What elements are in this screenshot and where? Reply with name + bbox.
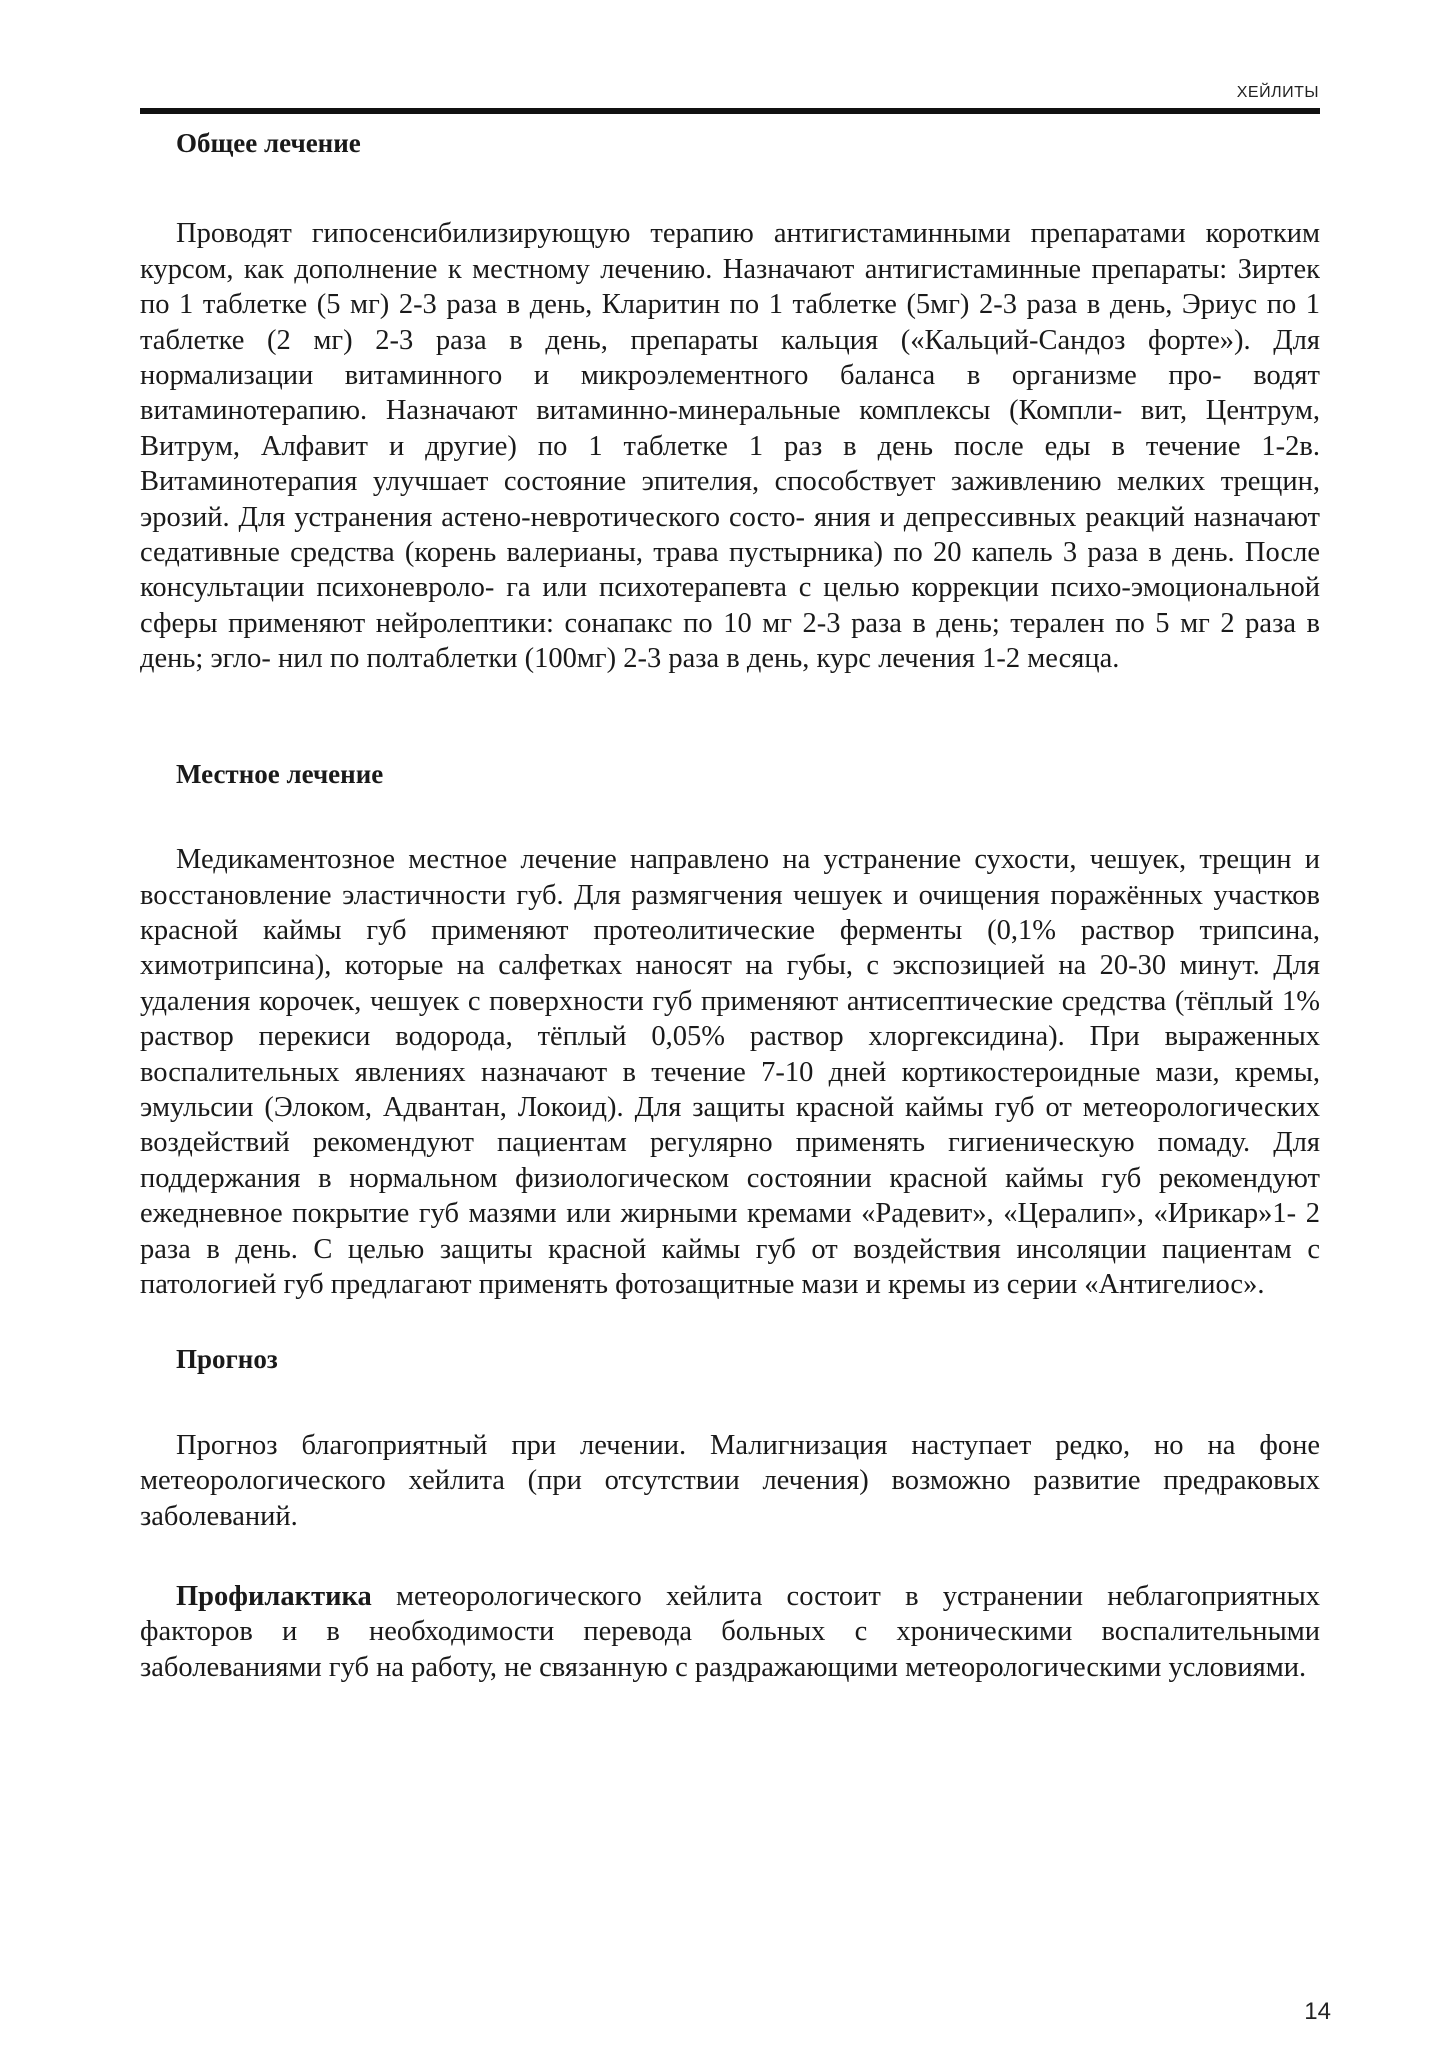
heading-general-treatment: Общее лечение <box>176 128 361 158</box>
paragraph-general-treatment: Проводят гипосенсибилизирующую терапию антигистаминными препаратами коротким курсом, как дополнение к местному лечению. Назначают антигистаминные препараты: Зиртек по 1 таблетке (5 мг) 2-3 раза в день, Кларитин по 1 таблетке (5мг) 2-3 раза в день, Эриус по 1 таблетке (2 мг) 2-3 раза в день, препараты кальция («Кальций-Сандоз форте»). Для нормализации витаминного и микроэлементного баланса в организме про- водят витаминотерапию. Назначают витаминно-минеральные комплексы (Компли- вит, Центрум, Витрум, Алфавит и другие) по 1 таблетке 1 раз в день после еды в течение 1-2в. Витаминотерапия улучшает состояние эпителия, способствует заживлению мелких трещин, эрозий. Для устранения астено-невротического состо- яния и депрессивных реакций назначают седативные средства (корень валерианы, трава пустырника) по 20 капель 3 раза в день. После консультации психоневроло- га или психотерапевта с целью коррекции психо-эмоциональной сферы применяют нейролептики: сонапакс по 10 мг 2-3 раза в день; терален по 5 мг 2 раза в день; эгло- нил по полтаблетки (100мг) 2-3 раза в день, курс лечения 1-2 месяца. <box>140 218 1320 675</box>
running-header: ХЕЙЛИТЫ <box>1236 84 1319 101</box>
heading-local-treatment: Местное лечение <box>176 758 384 789</box>
page-content <box>140 126 1320 1685</box>
prevention-text: метеорологического хейлита состоит в устранении неблагоприятных факторов и в необходимости перевода больных с хроническими воспалительными заболеваниями губ на работу, не связанную с раздражающими метеорологическими условиями. <box>140 1581 1320 1683</box>
paragraph-local-treatment: Медикаментозное местное лечение направлено на устранение сухости, чешуек, трещин и восстановление эластичности губ. Для размягчения чешуек и очищения поражённых участков красной каймы губ применяют протеолитические ферменты (0,1% раствор трипсина, химотрипсина), которые на салфетках наносят на губы, с экспозицией на 20-30 минут. Для удаления корочек, чешуек с поверхности губ применяют антисептические средства (тёплый 1% раствор перекиси водорода, тёплый 0,05% раствор хлоргексидина). При выраженных воспалительных явлениях назначают в течение 7-10 дней кортикостероидные мази, кремы, эмульсии (Элоком, Адвантан, Локоид). Для защиты красной каймы губ от метеорологических воздействий рекомендуют пациентам регулярно применять гигиеническую помаду. Для поддержания в нормальном физиологическом состоянии красной каймы губ рекомендуют ежедневное покрытие губ мазями или жирными кремами «Радевит», «Цералип», «Ирикар»1- 2 раза в день. С целью защиты красной каймы губ от воздействия инсоляции пациентам с патологией губ предлагают применять фотозащитные мази и кремы из серии «Антигелиос». <box>140 844 1320 1300</box>
paragraph-prevention <box>140 1579 1320 1685</box>
paragraph-prognosis: Прогноз благоприятный при лечении. Малигнизация наступает редко, но на фоне метеорологического хейлита (при отсутствии лечения) возможно развитие предраковых заболеваний. <box>140 1429 1320 1532</box>
prevention-lead-term: Профилактика <box>176 1581 372 1612</box>
header-rule <box>140 108 1320 114</box>
page-number: 14 <box>1304 1998 1331 2025</box>
heading-prognosis: Прогноз <box>176 1344 278 1375</box>
